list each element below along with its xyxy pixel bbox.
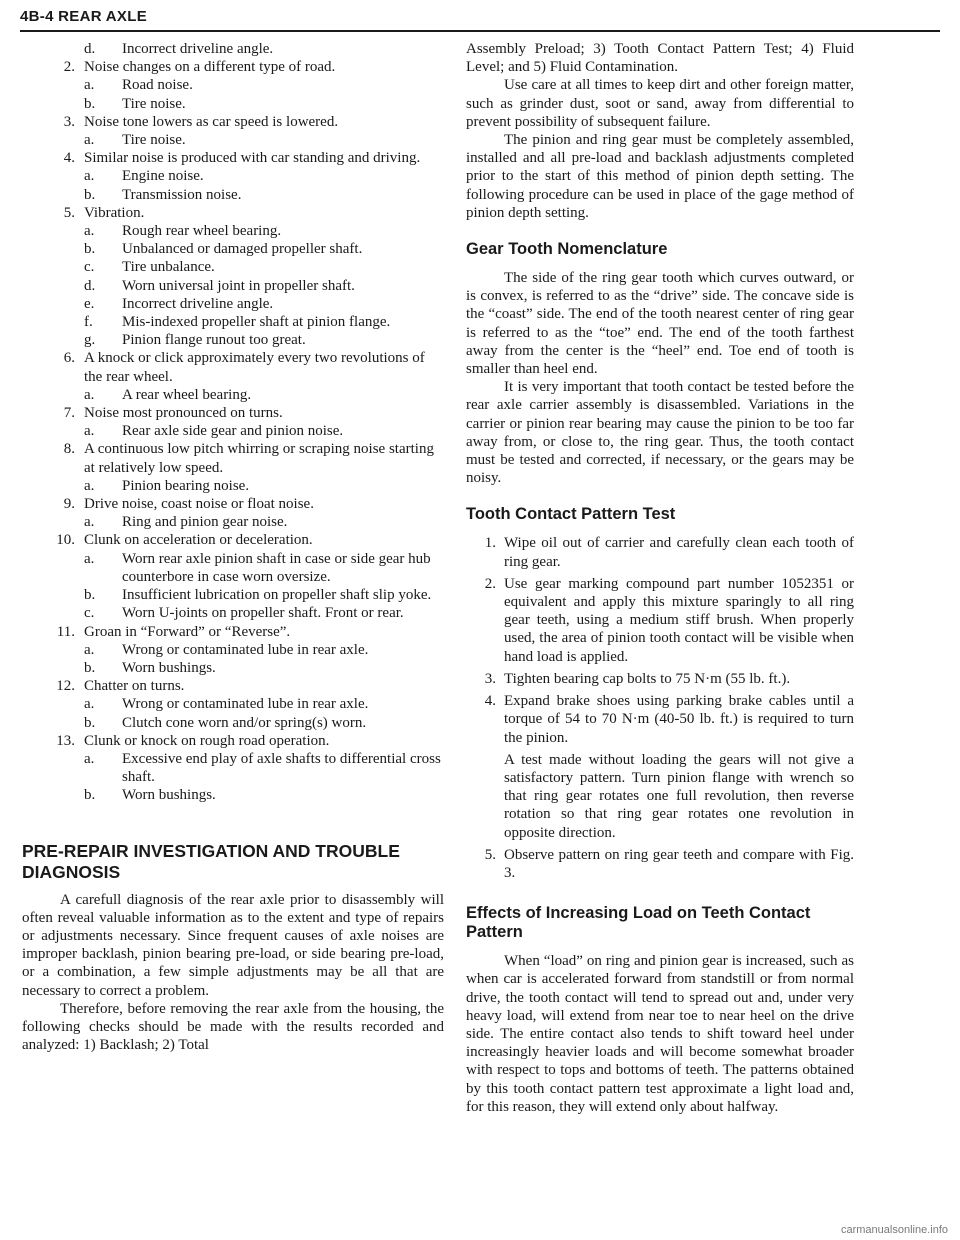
list-subitem bbox=[22, 695, 444, 713]
step-text: Tighten bearing cap bolts to 75 N·m (55 lb. ft.). bbox=[504, 670, 791, 687]
item-text: Pinion flange runout too great. bbox=[122, 332, 306, 349]
item-number: a. bbox=[84, 423, 95, 440]
item-number: 7. bbox=[63, 405, 75, 422]
item-text: Chatter on turns. bbox=[84, 678, 185, 695]
list-subitem bbox=[22, 131, 444, 149]
item-number: g. bbox=[84, 332, 96, 349]
contact-test-heading: Tooth Contact Pattern Test bbox=[466, 505, 676, 524]
item-text: Clunk on acceleration or deceleration. bbox=[84, 532, 313, 549]
list-subitem bbox=[22, 477, 444, 495]
item-number: a. bbox=[84, 77, 95, 94]
item-number: a. bbox=[84, 750, 95, 767]
step-item bbox=[466, 670, 854, 688]
list-subitem bbox=[22, 95, 444, 113]
item-text: Ring and pinion gear noise. bbox=[122, 514, 288, 531]
item-text: Tire noise. bbox=[122, 95, 186, 112]
nomenclature-heading: Gear Tooth Nomenclature bbox=[466, 240, 668, 259]
item-number: 6. bbox=[63, 350, 75, 367]
item-text: A knock or click approximately every two revolutions of the rear wheel. bbox=[84, 350, 425, 385]
item-text: Noise most pronounced on turns. bbox=[84, 405, 283, 422]
item-text: Vibration. bbox=[84, 204, 145, 221]
item-number: b. bbox=[84, 241, 96, 258]
page-title: 4B-4 REAR AXLE bbox=[20, 8, 147, 25]
list-item bbox=[22, 440, 444, 476]
item-number: a. bbox=[84, 550, 95, 567]
item-text: Clutch cone worn and/or spring(s) worn. bbox=[122, 714, 367, 731]
pinion-paragraph: The pinion and ring gear must be completely assembled, installed and all pre-load and backlash adjustments completed prior to the start of this method of pinion depth setting. The following procedure can be used in place of the gage method of pinion depth setting. bbox=[466, 132, 854, 221]
item-text: Similar noise is produced with car standing and driving. bbox=[84, 150, 421, 167]
nomenclature-paragraph-2: It is very important that tooth contact be tested before the rear axle carrier assembly is disassembled. Variations in the carrier or pinion rear bearing may cause the pinion to be too far away from, or close to, the ring gear. Thus, the tooth contact must be tested and corrected, if necessary, or the gears may be noisy. bbox=[466, 379, 854, 487]
item-text: Transmission noise. bbox=[122, 186, 242, 203]
step-item bbox=[466, 575, 854, 666]
item-number: 4. bbox=[63, 150, 75, 167]
item-number: a. bbox=[84, 132, 95, 149]
list-subitem bbox=[22, 76, 444, 94]
item-text: Pinion bearing noise. bbox=[122, 477, 250, 494]
list-subitem bbox=[22, 604, 444, 622]
list-item bbox=[22, 623, 444, 641]
item-number: a. bbox=[84, 641, 95, 658]
item-text: Worn bushings. bbox=[122, 787, 216, 804]
item-number: c. bbox=[84, 259, 95, 276]
list-subitem bbox=[22, 786, 444, 804]
list-item bbox=[22, 495, 444, 513]
item-text: Drive noise, coast noise or float noise. bbox=[84, 496, 314, 513]
item-text: Excessive end play of axle shafts to differential cross shaft. bbox=[122, 750, 441, 786]
list-subitem bbox=[22, 167, 444, 185]
item-text: Worn bushings. bbox=[122, 659, 216, 676]
step-number: 1. bbox=[484, 535, 496, 552]
right-column bbox=[466, 40, 854, 1116]
item-number: 2. bbox=[63, 59, 75, 76]
step-item bbox=[466, 846, 854, 882]
item-text: Worn rear axle pinion shaft in case or side gear hub counterbore in case worn oversize. bbox=[122, 550, 431, 585]
list-item bbox=[22, 204, 444, 222]
item-number: c. bbox=[84, 605, 95, 622]
item-text: Mis-indexed propeller shaft at pinion flange. bbox=[122, 314, 391, 331]
list-item bbox=[22, 113, 444, 131]
item-number: a. bbox=[84, 223, 95, 240]
step-number: 2. bbox=[484, 575, 496, 592]
list-subitem bbox=[22, 513, 444, 531]
list-subitem bbox=[22, 186, 444, 204]
item-number: 11. bbox=[56, 623, 75, 640]
diagnosis-list bbox=[22, 40, 444, 805]
step-text: Use gear marking compound part number 1052351 or equivalent and apply this mixture sparingly to all ring gear teeth, using a medium stiff brush. When properly used, the area of pinion tooth contact will be visible when hand load is applied. bbox=[504, 575, 854, 665]
list-subitem bbox=[22, 258, 444, 276]
list-item bbox=[22, 58, 444, 76]
pre-repair-paragraph-1: A carefull diagnosis of the rear axle prior to disassembly will often reveal valuable information as to the extent and type of repairs or adjustments necessary. Since frequent causes of axle noises are improper backlash, pinion bearing pre-load, or side bearing pre-load, or a combination, a few simple adjustments may be all that are necessary to correct a problem. bbox=[22, 891, 444, 999]
left-column bbox=[22, 40, 444, 1054]
list-item bbox=[22, 677, 444, 695]
item-number: a. bbox=[84, 477, 95, 494]
item-text: Noise changes on a different type of road. bbox=[84, 59, 336, 76]
step-item bbox=[466, 534, 854, 570]
list-subitem bbox=[22, 386, 444, 404]
list-subitem bbox=[22, 40, 444, 58]
list-subitem bbox=[22, 222, 444, 240]
item-number: a. bbox=[84, 168, 95, 185]
item-text: Rough rear wheel bearing. bbox=[122, 223, 282, 240]
list-subitem bbox=[22, 750, 444, 786]
list-subitem bbox=[22, 277, 444, 295]
list-subitem bbox=[22, 550, 444, 586]
list-item bbox=[22, 404, 444, 422]
item-number: d. bbox=[84, 41, 96, 57]
pre-repair-paragraph-2: Therefore, before removing the rear axle from the housing, the following checks should be made with the results recorded and analyzed: 1) Backlash; 2) Total bbox=[22, 1000, 444, 1054]
effects-heading: Effects of Increasing Load on Teeth Contact Pattern bbox=[466, 904, 811, 942]
care-paragraph: Use care at all times to keep dirt and other foreign matter, such as grinder dust, soot or sand, away from differential to prevent possibility of subsequent failure. bbox=[466, 77, 854, 130]
item-number: 3. bbox=[63, 113, 75, 130]
item-text: Incorrect driveline angle. bbox=[122, 41, 274, 57]
item-number: b. bbox=[84, 587, 96, 604]
item-number: b. bbox=[84, 186, 96, 203]
page-header bbox=[20, 8, 940, 30]
step-number: 5. bbox=[484, 846, 496, 863]
item-number: 8. bbox=[63, 441, 75, 458]
item-text: Worn universal joint in propeller shaft. bbox=[122, 277, 355, 294]
list-subitem bbox=[22, 422, 444, 440]
step-item bbox=[466, 692, 854, 747]
step-text: Observe pattern on ring gear teeth and compare with Fig. 3. bbox=[504, 846, 854, 881]
item-text: A rear wheel bearing. bbox=[122, 386, 252, 403]
item-text: Unbalanced or damaged propeller shaft. bbox=[122, 241, 363, 258]
continued-paragraph: Assembly Preload; 3) Tooth Contact Pattern Test; 4) Fluid Level; and 5) Fluid Contamination. bbox=[466, 41, 854, 76]
item-number: 13. bbox=[56, 732, 75, 749]
step-number: 4. bbox=[484, 693, 496, 710]
watermark: carmanualsonline.info bbox=[840, 1224, 948, 1236]
item-text: Clunk or knock on rough road operation. bbox=[84, 732, 330, 749]
item-number: 10. bbox=[56, 532, 75, 549]
item-text: Tire unbalance. bbox=[122, 259, 215, 276]
item-text: Wrong or contaminated lube in rear axle. bbox=[122, 696, 369, 713]
list-item bbox=[22, 531, 444, 549]
item-number: 5. bbox=[63, 204, 75, 221]
list-subitem bbox=[22, 240, 444, 258]
item-number: a. bbox=[84, 514, 95, 531]
list-subitem bbox=[22, 586, 444, 604]
item-text: Incorrect driveline angle. bbox=[122, 295, 274, 312]
item-text: Tire noise. bbox=[122, 132, 186, 149]
contact-test-steps bbox=[466, 534, 854, 746]
list-item bbox=[22, 732, 444, 750]
step-number: 3. bbox=[484, 670, 496, 687]
item-text: Rear axle side gear and pinion noise. bbox=[122, 423, 344, 440]
item-number: 9. bbox=[63, 496, 75, 513]
item-text: Engine noise. bbox=[122, 168, 204, 185]
item-text: Groan in “Forward” or “Reverse”. bbox=[84, 623, 291, 640]
step-text: Expand brake shoes using parking brake cables until a torque of 54 to 70 N·m (40-50 lb. ft.) is required to turn the pinion. bbox=[504, 693, 854, 746]
item-number: e. bbox=[84, 295, 95, 312]
list-subitem bbox=[22, 714, 444, 732]
item-number: a. bbox=[84, 696, 95, 713]
item-text: Worn U-joints on propeller shaft. Front or rear. bbox=[122, 605, 404, 622]
list-item bbox=[22, 149, 444, 167]
step-4-note: A test made without loading the gears will not give a satisfactory pattern. Turn pinion flange with wrench so that ring gear rotates one full revolution, then reverse rotation so that ring gear rotates one revolution in opposite direction. bbox=[504, 751, 854, 841]
item-number: b. bbox=[84, 95, 96, 112]
list-item bbox=[22, 349, 444, 385]
item-text: Insufficient lubrication on propeller shaft slip yoke. bbox=[122, 587, 432, 604]
list-subitem bbox=[22, 313, 444, 331]
item-number: 12. bbox=[56, 678, 75, 695]
item-number: b. bbox=[84, 659, 96, 676]
list-subitem bbox=[22, 331, 444, 349]
item-text: A continuous low pitch whirring or scraping noise starting at relatively low speed. bbox=[84, 441, 434, 476]
item-text: Road noise. bbox=[122, 77, 193, 94]
item-number: a. bbox=[84, 386, 95, 403]
step-text: Wipe oil out of carrier and carefully clean each tooth of ring gear. bbox=[504, 535, 854, 570]
header-rule bbox=[20, 30, 940, 32]
item-number: b. bbox=[84, 714, 96, 731]
item-number: f. bbox=[84, 314, 93, 331]
item-number: b. bbox=[84, 787, 96, 804]
list-subitem bbox=[22, 295, 444, 313]
list-subitem bbox=[22, 659, 444, 677]
item-text: Noise tone lowers as car speed is lowered. bbox=[84, 113, 339, 130]
effects-paragraph: When “load” on ring and pinion gear is increased, such as when car is accelerated forward from standstill or from normal drive, the tooth contact will tend to spread out and, under very heavy load, will extend from near toe to near heel on the drive side. The entire contact also tends to shift toward heel under increasingly heavier loads and will become somewhat broader with respect to tops and bottoms of teeth. The patterns obtained by this tooth contact pattern test approximate a light load and, for this reason, they will extend only about halfway. bbox=[466, 953, 854, 1115]
nomenclature-paragraph-1: The side of the ring gear tooth which curves outward, or is convex, is referred to as the “drive” side. The concave side is the “coast” side. The end of the tooth nearest center of ring gear is referred to as the “toe” end. The end of the tooth farthest away from the center is the “heel” end. Toe end of tooth is smaller than heel end. bbox=[466, 270, 854, 378]
pre-repair-heading: PRE-REPAIR INVESTIGATION AND TROUBLE DIAGNOSIS bbox=[22, 840, 400, 882]
list-subitem bbox=[22, 641, 444, 659]
item-text: Wrong or contaminated lube in rear axle. bbox=[122, 641, 369, 658]
item-number: d. bbox=[84, 277, 96, 294]
